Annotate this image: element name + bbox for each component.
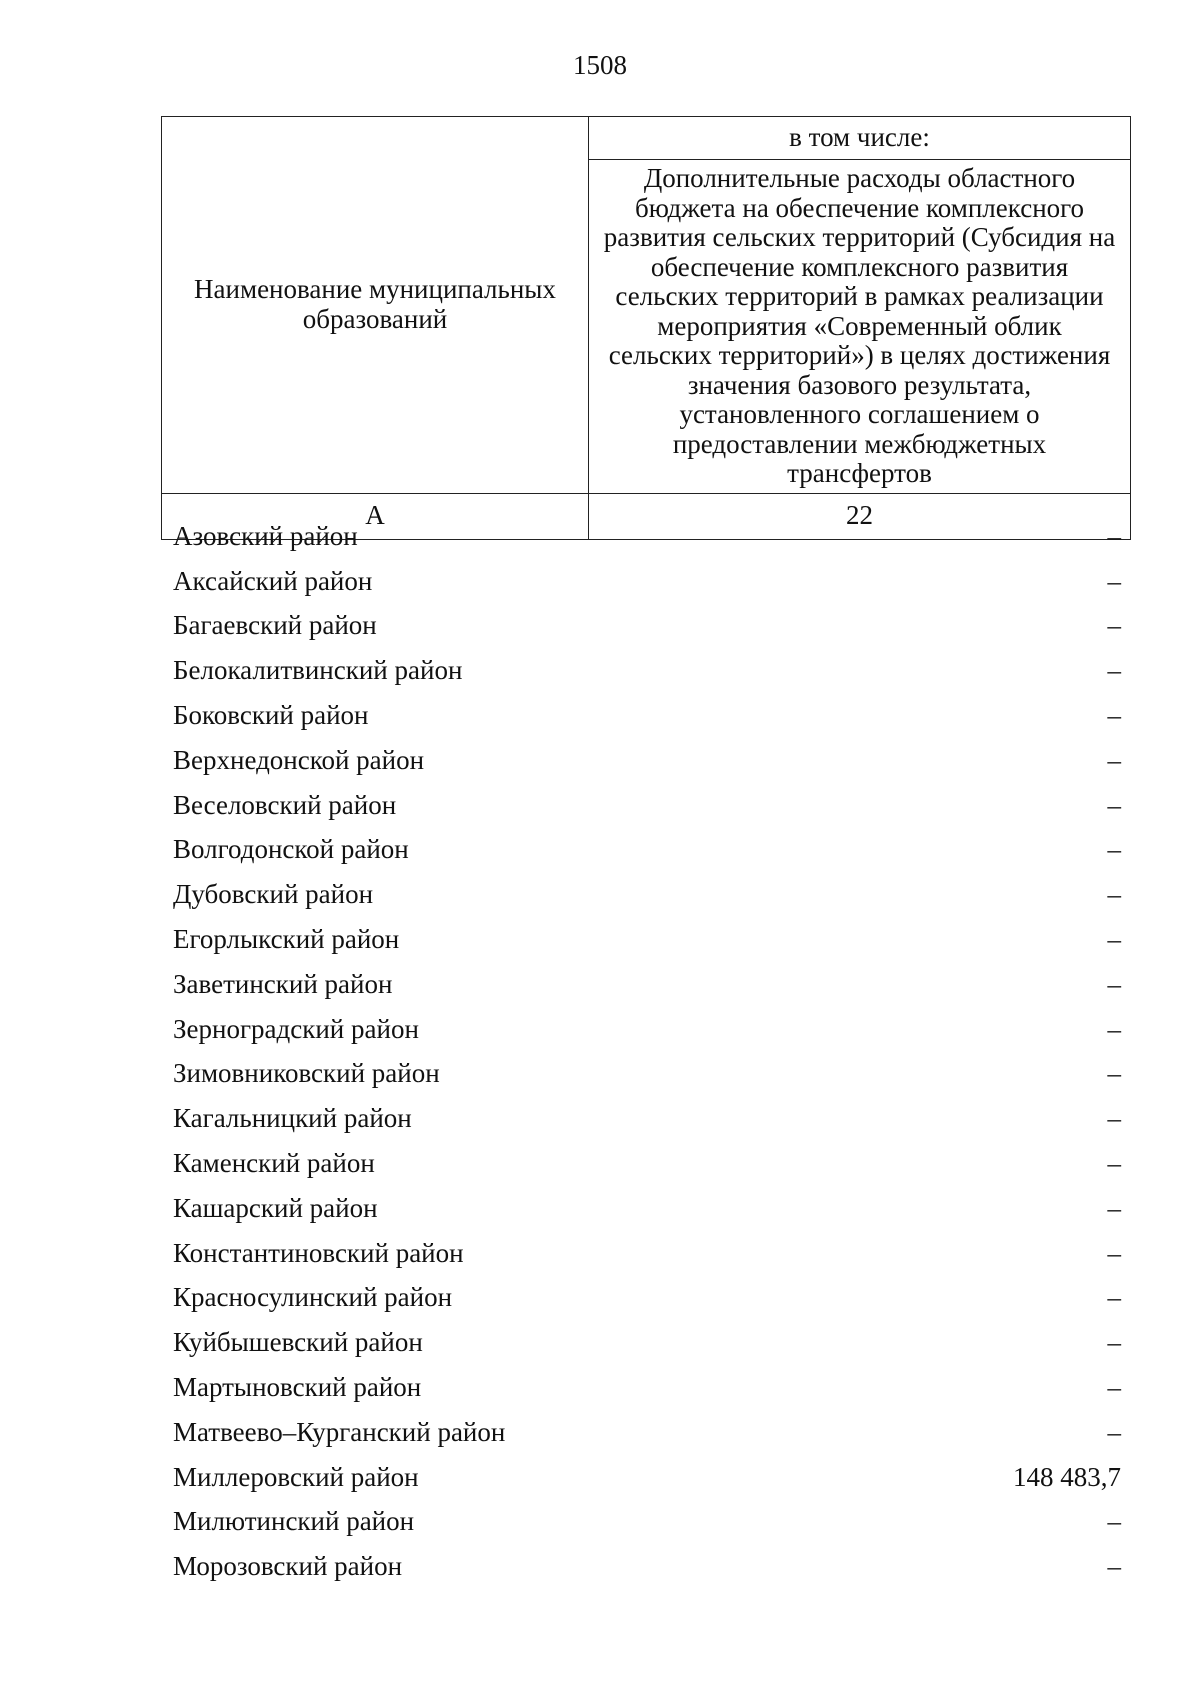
municipality-name: Белокалитвинский район [173, 655, 463, 686]
municipality-name: Красносулинский район [173, 1282, 453, 1313]
row-value: – [1107, 879, 1121, 910]
table-row [173, 604, 1121, 649]
municipality-name: Аксайский район [173, 565, 373, 596]
row-value: – [1107, 565, 1121, 596]
table-row [173, 559, 1121, 604]
table-row [173, 962, 1121, 1007]
row-value: – [1107, 834, 1121, 865]
row-value: – [1107, 520, 1121, 551]
table-row [173, 1186, 1121, 1231]
municipality-name: Куйбышевский район [173, 1327, 423, 1358]
row-value: – [1107, 1013, 1121, 1044]
table-row [173, 1096, 1121, 1141]
row-value: 148 483,7 [1013, 1461, 1121, 1492]
municipality-name: Волгодонской район [173, 834, 409, 865]
row-value: – [1107, 1103, 1121, 1134]
row-value: – [1107, 700, 1121, 731]
municipality-name: Егорлыкский район [173, 924, 400, 955]
table-row [173, 1455, 1121, 1500]
row-value: – [1107, 1551, 1121, 1582]
table-row [173, 1500, 1121, 1545]
table-row [173, 1320, 1121, 1365]
municipality-name: Дубовский район [173, 879, 374, 910]
municipality-name: Кашарский район [173, 1192, 378, 1223]
table-row [173, 1410, 1121, 1455]
municipality-name: Матвеево–Курганский район [173, 1416, 506, 1447]
row-value: – [1107, 610, 1121, 641]
municipality-name: Боковский район [173, 700, 369, 731]
row-value: – [1107, 1237, 1121, 1268]
municipality-name: Мартыновский район [173, 1372, 422, 1403]
row-value: – [1107, 789, 1121, 820]
row-value: – [1107, 1148, 1121, 1179]
column-index-value: 22 [589, 493, 1131, 539]
column-group-label: в том числе: [589, 117, 1131, 160]
row-value: – [1107, 1327, 1121, 1358]
table-header [161, 116, 1131, 540]
row-value: – [1107, 1372, 1121, 1403]
municipality-name: Кагальницкий район [173, 1103, 412, 1134]
municipality-name: Зерноградский район [173, 1013, 419, 1044]
table-row [173, 1007, 1121, 1052]
municipality-name: Веселовский район [173, 789, 397, 820]
table-row [173, 1365, 1121, 1410]
municipality-name: Милютинский район [173, 1506, 415, 1537]
row-value: – [1107, 655, 1121, 686]
municipality-name: Миллеровский район [173, 1461, 419, 1492]
row-value: – [1107, 1416, 1121, 1447]
municipality-name: Багаевский район [173, 610, 377, 641]
page-number: 1508 [573, 50, 627, 80]
table-row [173, 648, 1121, 693]
municipality-name: Морозовский район [173, 1551, 403, 1582]
table-row [173, 872, 1121, 917]
row-value: – [1107, 1282, 1121, 1313]
table-row [173, 1231, 1121, 1276]
table-row [173, 693, 1121, 738]
table-row [173, 738, 1121, 783]
table-row [173, 1141, 1121, 1186]
table-row [173, 1276, 1121, 1321]
municipality-name: Зимовниковский район [173, 1058, 440, 1089]
municipality-name: Азовский район [173, 520, 358, 551]
municipality-name: Заветинский район [173, 968, 393, 999]
table-row [173, 1052, 1121, 1097]
row-value: – [1107, 1058, 1121, 1089]
row-value: – [1107, 1192, 1121, 1223]
table-body [173, 514, 1121, 1589]
table-row [173, 783, 1121, 828]
municipality-name: Константиновский район [173, 1237, 464, 1268]
table-row [173, 828, 1121, 873]
row-value: – [1107, 744, 1121, 775]
row-value: – [1107, 924, 1121, 955]
table-row [173, 1544, 1121, 1589]
column-index-name: А [162, 493, 589, 539]
column-header-value: Дополнительные расходы областного бюджета на обеспечение комплексного развития сельских территорий (Субсидия на обеспечение комплексного развития сельских территорий в рамках реализации мероприятия «Современный облик сельских территорий») в целях достижения значения базового результата, установленного соглашением о предоставлении межбюджетных трансфертов [589, 160, 1131, 494]
column-header-name: Наименование муниципальных образований [162, 117, 589, 494]
table-row [173, 917, 1121, 962]
municipality-name: Верхнедонской район [173, 744, 425, 775]
row-value: – [1107, 1506, 1121, 1537]
municipality-name: Каменский район [173, 1148, 375, 1179]
row-value: – [1107, 968, 1121, 999]
table-row [173, 514, 1121, 559]
